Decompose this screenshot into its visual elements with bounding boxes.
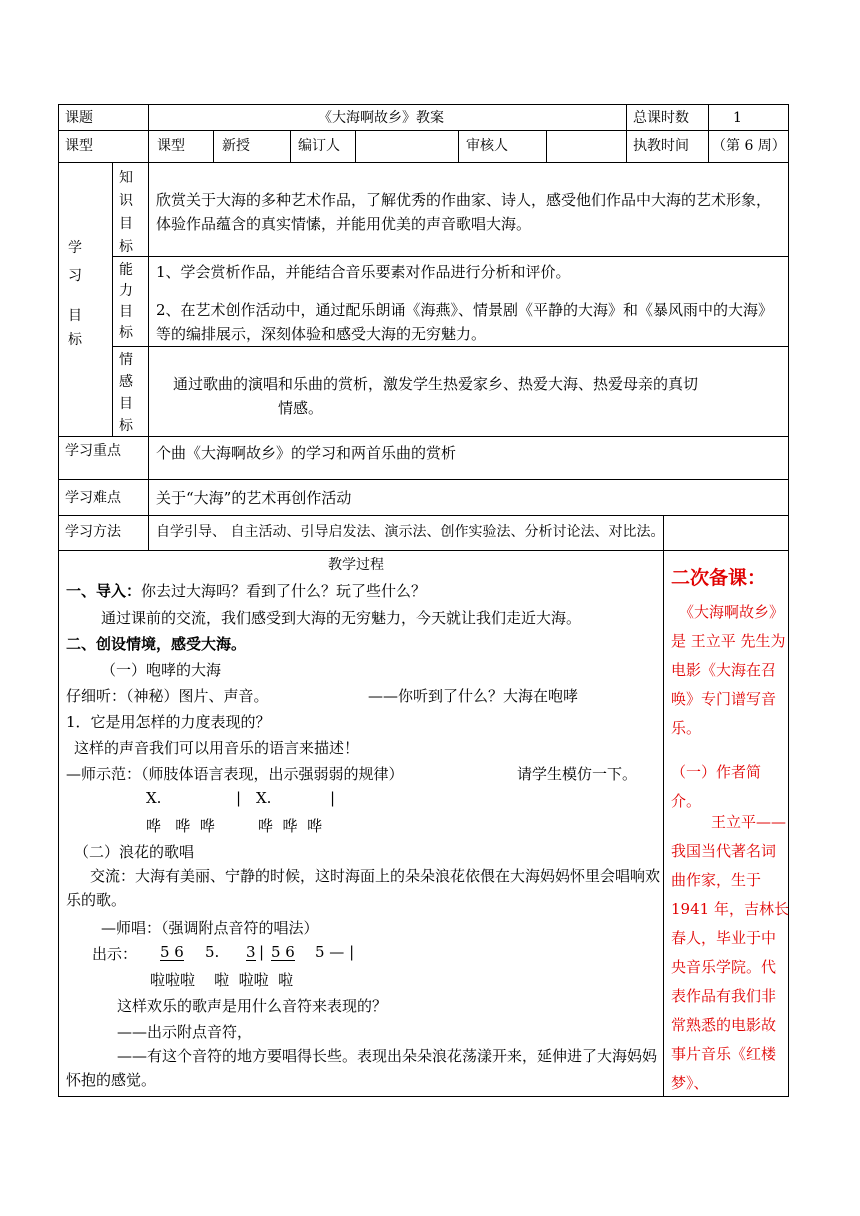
question1-paragraph: 这样的声音我们可以用音乐的语言来描述！ [74,739,360,757]
answer2: ——有这个音符的地方要唱得长些。表现出朵朵浪花荡漾开来，延伸进了大海妈妈怀抱的感觉。 [66,1047,658,1089]
lesson-title: 《大海啊故乡》教案 [318,110,444,126]
ability-goal-label: 能 力 目 标 [119,262,133,341]
listen-line-answer: ——你听到了什么？大海在咆哮 [368,687,579,705]
focus-label: 学习重点 [65,443,121,459]
goals-group-label: 学 习 目 标 [68,240,82,348]
section1-heading: 一、导入： [66,582,142,600]
editor-label: 编订人 [298,138,340,154]
question2: 这样欢乐的歌声是用什么音符来表现的？ [117,997,388,1015]
listen-line: 仔细听：（神秘）图片、声音。 [66,687,269,705]
notes-paragraph-3: 王立平——我国当代著名词曲作家，生于 1941 年，吉林长春人，毕业于中央音乐学院。代表作品有我们非常熟悉的电影故事片音乐《红楼梦》、 [671,813,789,1092]
rhythm-bar-2: | [330,789,336,807]
rhythm-bar-1: | [236,789,242,807]
lyrics-la: 啦啦啦 啦 啦啦 啦 [150,971,294,989]
answer1: ——出示附点音符， [117,1023,253,1041]
rhythm-note-1: X. [146,789,162,807]
notes-paragraph-1: 《大海啊故乡》是 王立平 先生为电影《大海在召唤》专门谱写音乐。 [671,603,786,737]
ability-goal-line2: 2、在艺术创作活动中，通过配乐朗诵《海燕》、情景剧《平静的大海》和《暴风雨中的大海》等的编排展示，深刻体验和感受大海的无穷魅力。 [156,301,774,343]
notation-4: 5 6 [271,943,295,961]
show-label: 出示： [92,945,138,963]
subsection2-heading: （二）浪花的歌唱 [74,843,195,861]
emotion-goal-line2: 情感。 [278,399,324,417]
notation-1: 5 6 [160,943,184,961]
notes-paragraph-2: （一）作者简介。 [671,763,762,810]
notes-title: 二次备课： [671,567,767,589]
notation-3: 3 [246,943,256,961]
subsection1-heading: （一）咆哮的大海 [101,661,222,679]
knowledge-goal-label: 知 识 目 标 [119,170,133,255]
rhythm-syllables-1: 哗 哗 哗 [146,817,215,835]
question1: 1．它是用怎样的力度表现的？ [66,713,271,731]
total-hours-label: 总课时数 [633,110,689,126]
notation-5: 5 — | [315,943,355,961]
notation-2: 5. [205,943,220,961]
method-label: 学习方法 [65,524,121,540]
notation-bar: | [259,943,265,961]
section2-heading: 二、创设情境，感受大海。 [66,635,247,653]
teach-time-label: 执教时间 [633,138,689,154]
difficulty-label: 学习难点 [65,490,121,506]
rhythm-syllables-2: 哗 哗 哗 [258,817,323,835]
section1-paragraph: 通过课前的交流，我们感受到大海的无穷魅力，今天就让我们走近大海。 [101,609,582,627]
demo-line-imitate: 请学生模仿一下。 [517,765,638,783]
course-type-value: 新授 [222,138,250,154]
reviewer-label: 审核人 [466,138,508,154]
section1-line [66,580,426,601]
course-type-label: 课型 [65,138,93,154]
process-title: 教学过程 [328,557,384,573]
emotion-goal-label: 情 感 目 标 [119,352,133,434]
emotion-goal-line1: 通过歌曲的演唱和乐曲的赏析，激发学生热爱家乡、热爱大海、热爱母亲的真切 [173,375,699,393]
subject-label: 课题 [65,110,93,126]
ability-goal-line1: 1、学会赏析作品，并能结合音乐要素对作品进行分析和评价。 [156,263,571,281]
difficulty-text: 关于“大海”的艺术再创作活动 [156,489,352,507]
teach-time-value: （第 6 周） [712,138,786,154]
exchange-paragraph: 交流：大海有美丽、宁静的时候，这时海面上的朵朵浪花依偎在大海妈妈怀里会唱响欢乐的歌。 [66,867,661,909]
total-hours-value: 1 [733,110,742,126]
demo-line: —师示范：（师肢体语言表现，出示强弱弱的规律） [66,765,404,783]
course-type-label-inner: 课型 [157,138,185,154]
rhythm-note-2: X. [256,789,272,807]
sing-line: —师唱：（强调附点音符的唱法） [101,919,319,937]
focus-text: 个曲《大海啊故乡》的学习和两首乐曲的赏析 [156,444,457,462]
knowledge-goal-text: 欣赏关于大海的多种艺术作品，了解优秀的作曲家、诗人，感受他们作品中大海的艺术形象，体验作品蕴含的真实情愫，并能用优美的声音歌唱大海。 [156,191,772,233]
section1-question: 你去过大海吗？看到了什么？玩了些什么？ [141,582,427,600]
method-text: 自学引导、 自主活动、引导启发法、演示法、创作实验法、分析讨论法、对比法。 [156,524,665,540]
